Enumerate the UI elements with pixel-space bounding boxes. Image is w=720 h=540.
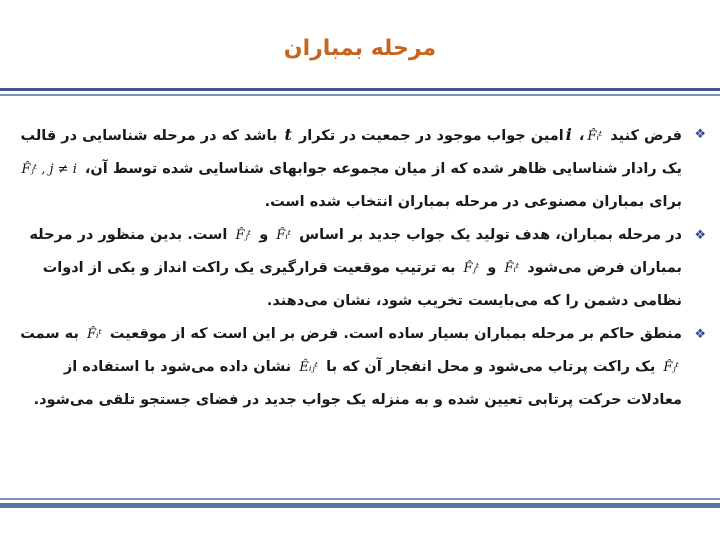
bottom-divider-line [0, 503, 720, 508]
math-symbol: t [284, 125, 292, 144]
top-divider [0, 88, 720, 99]
math-symbol: F̂ⱼᵗ [235, 228, 252, 243]
bullet-point [18, 118, 708, 219]
bullet-text: برای بمباران مصنوعی در مرحله بمباران انتخاب شده است. [264, 194, 682, 210]
bullet-point [18, 318, 708, 417]
diamond-bullet-icon: ❖ [694, 327, 706, 342]
bullet-text: ، [578, 128, 585, 144]
math-symbol: F̂ᵢᵗ [276, 228, 292, 243]
top-divider-line [0, 88, 720, 91]
math-symbol: F̂ⱼᵗ [463, 261, 480, 276]
math-symbol: F̂ᵢᵗ [86, 327, 102, 342]
bullet-text: و [259, 227, 269, 243]
math-symbol: F̂ᵢᵗ [504, 261, 520, 276]
diamond-bullet-icon: ❖ [694, 127, 706, 142]
top-divider-line [0, 94, 720, 96]
bullet-text: باشد که در مرحله شناسایی در قالب یک رادار شناسایی ظاهر شده که از میان مجموعه جوابهای شناسایی شده توسط آن، [20, 128, 682, 177]
bullet-text: در مرحله بمباران، هدف تولید یک جواب جدید بر اساس [299, 227, 682, 243]
bullet-text: است. بدین منظور در مرحله بمباران فرض می‌شود [29, 227, 682, 276]
bullet-point [18, 219, 708, 318]
bullet-text: به ترتیب موقعیت قرارگیری یک راکت انداز و یکی از ادوات نظامی دشمن را که می‌بایست تخریب شود، نشان می‌دهند. [42, 260, 682, 309]
bullet-text: نشان داده می‌شود با استفاده از معادلات حرکت پرتابی تعیین شده و به منزله یک جواب جدید در فضای جستجو تلقی می‌شود. [33, 359, 682, 408]
math-symbol: Êᵢⱼᵗ [299, 360, 319, 375]
bullet-text: منطق حاکم بر مرحله بمباران بسیار ساده است. فرض بر این است که از موقعیت [109, 326, 682, 342]
bullet-text: امین جواب موجود در جمعیت در تکرار [298, 128, 564, 144]
slide-title: مرحله بمباران [283, 36, 437, 61]
slide-body [18, 118, 708, 417]
math-symbol: F̂ⱼᵗ , j ≠ i [21, 162, 77, 177]
bullet-text: و [487, 260, 497, 276]
bottom-divider [0, 498, 720, 511]
bottom-divider-line [0, 498, 720, 500]
math-symbol: F̂ᵢᵗ [587, 129, 603, 144]
math-symbol: F̂ⱼᵗ [663, 360, 679, 375]
bullet-text: یک راکت پرتاب می‌شود و محل انفجار آن که با [326, 359, 656, 375]
bullet-text: فرض کنید [610, 128, 682, 144]
diamond-bullet-icon: ❖ [694, 228, 706, 243]
math-symbol: i [565, 125, 572, 144]
bullet-text: به سمت [20, 326, 79, 342]
